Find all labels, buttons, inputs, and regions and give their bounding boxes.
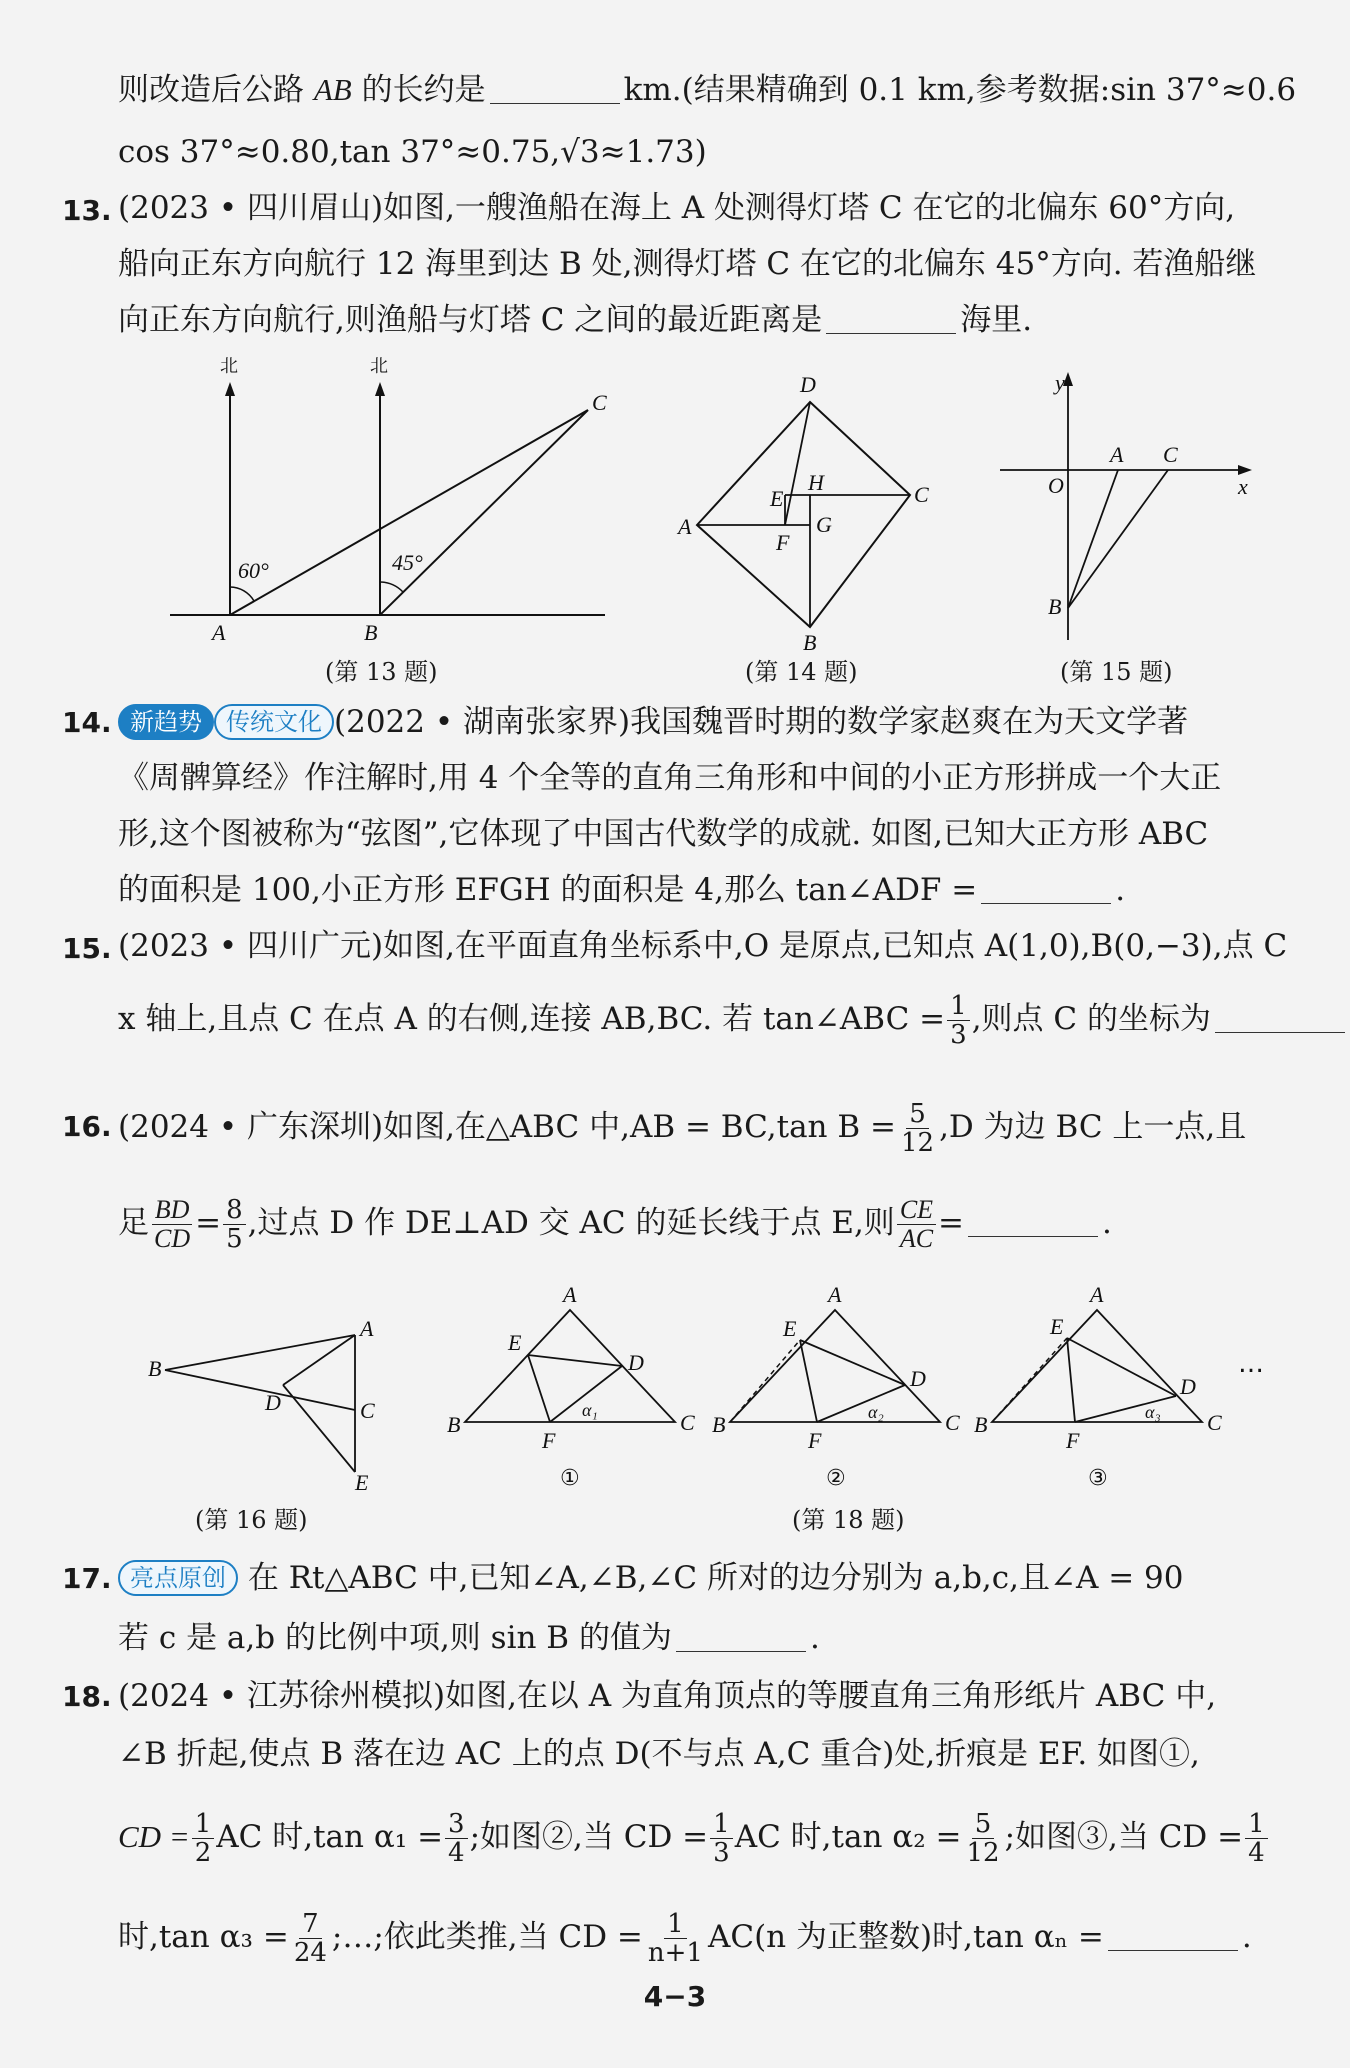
- figure-number: ②: [826, 1466, 846, 1491]
- point-label: O: [1048, 473, 1064, 498]
- point-label: A: [212, 620, 226, 645]
- figure-caption: (第 16 题): [195, 1506, 308, 1534]
- q18-line-2: ∠B 折起,使点 B 落在边 AC 上的点 D(不与点 A,C 重合)处,折痕是 EF. 如图①,: [118, 1736, 1200, 1772]
- angle-label: 60°: [238, 558, 269, 583]
- answer-blank[interactable]: [1215, 1002, 1345, 1033]
- q14-line-1: 新趋势 传统文化 (2022 • 湖南张家界)我国魏晋时期的数学家赵爽在为天文学著: [118, 702, 1350, 742]
- figure-18-1: [447, 1282, 695, 1491]
- q15-line-1: (2023 • 四川广元)如图,在平面直角坐标系中,O 是原点,已知点 A(1,0),B(0,−3),点 C: [118, 928, 1288, 964]
- figure-number: ③: [1088, 1466, 1108, 1491]
- answer-blank[interactable]: [826, 303, 956, 334]
- q16-line-2: 足 $\frac{BD}{CD}$ = $\frac{8}{5}$ ,过点 D 作 DE⊥AD 交 AC 的延长线于点 E,则 $\frac{CE}{AC}$ = .: [118, 1195, 1112, 1254]
- q14-line-4: 的面积是 100,小正方形 EFGH 的面积是 4,那么 tan∠ADF = .: [118, 872, 1126, 908]
- point-label: C: [1163, 442, 1178, 467]
- point-label: E: [1050, 1314, 1064, 1339]
- answer-blank[interactable]: [968, 1206, 1098, 1237]
- point-label: C: [360, 1398, 375, 1423]
- axis-label: x: [1238, 474, 1248, 499]
- culture-badge: 传统文化: [214, 704, 334, 740]
- figure-18-3: [974, 1282, 1264, 1491]
- answer-blank[interactable]: [676, 1621, 806, 1652]
- point-label: C: [1207, 1410, 1222, 1435]
- fraction: $\frac{5}{12}$: [966, 1809, 1000, 1868]
- point-label: G: [816, 512, 832, 537]
- figure-caption: (第 13 题): [325, 658, 438, 686]
- point-label: A: [563, 1282, 577, 1307]
- trend-badge: 新趋势: [118, 704, 214, 740]
- q17-line-1: 亮点原创 在 Rt△ABC 中,已知∠A,∠B,∠C 所对的边分别为 a,b,c,且∠A = 90: [118, 1558, 1350, 1598]
- point-label: E: [783, 1316, 797, 1341]
- question-number: 18.: [62, 1680, 112, 1713]
- question-number: 15.: [62, 932, 112, 965]
- q18-line-4: 时,tan α₃ = $\frac{7}{24}$ ;…;依此类推,当 CD = $\frac{1}{n+1}$ AC(n 为正整数)时,tan αₙ = .: [118, 1909, 1252, 1968]
- point-label: E: [770, 486, 784, 511]
- figure-15: [1000, 370, 1252, 640]
- angle-label: α₃: [1145, 1402, 1161, 1422]
- figures-row-2: [0, 1280, 1350, 1530]
- axis-label: y: [1055, 370, 1065, 395]
- answer-blank[interactable]: [490, 73, 620, 104]
- point-label: B: [803, 630, 817, 655]
- point-label: B: [364, 620, 378, 645]
- point-label: D: [800, 372, 816, 397]
- answer-blank[interactable]: [981, 873, 1111, 904]
- point-label: B: [1048, 594, 1062, 619]
- figure-caption: (第 18 题): [792, 1506, 905, 1534]
- point-label: A: [678, 514, 692, 539]
- point-label: H: [808, 470, 824, 495]
- point-label: C: [945, 1410, 960, 1435]
- point-label: B: [974, 1412, 988, 1437]
- point-label: F: [1066, 1428, 1080, 1453]
- fraction: $\frac{1}{n+1}$: [647, 1909, 703, 1968]
- q15-line-2: x 轴上,且点 C 在点 A 的右侧,连接 AB,BC. 若 tan∠ABC = $\frac{1}{3}$ ,则点 C 的坐标为: [118, 992, 1350, 1049]
- original-badge: 亮点原创: [118, 1560, 238, 1596]
- page-number: 4−3: [643, 1980, 707, 2013]
- question-number: 17.: [62, 1562, 112, 1595]
- point-label: B: [712, 1412, 726, 1437]
- point-label: D: [1180, 1374, 1196, 1399]
- q13-line-3: 向正东方向航行,则渔船与灯塔 C 之间的最近距离是 海里.: [118, 302, 1033, 338]
- fraction: $\frac{1}{3}$: [710, 1810, 733, 1867]
- fraction: $\frac{1}{3}$: [947, 992, 970, 1049]
- point-label: C: [592, 390, 607, 415]
- figure-14: [676, 372, 929, 655]
- point-label: F: [542, 1428, 556, 1453]
- question-number: 14.: [62, 706, 112, 739]
- q18-line-3: CD = $\frac{1}{2}$ AC 时,tan α₁ = $\frac{3}{4}$ ;如图②,当 CD = $\frac{1}{3}$ AC 时,tan α₂ = $\frac{5}{12}$ ;如图③,当 CD = $\frac{1}{4}$: [118, 1810, 1350, 1867]
- north-label: 北: [370, 356, 388, 377]
- question-number: 16.: [62, 1110, 112, 1143]
- point-label: A: [1110, 442, 1124, 467]
- fraction: $\frac{1}{2}$: [192, 1810, 215, 1867]
- point-label: B: [148, 1356, 162, 1381]
- point-label: F: [776, 530, 790, 555]
- point-label: E: [355, 1470, 369, 1495]
- question-number: 13.: [62, 194, 112, 227]
- north-label: 北: [220, 356, 238, 377]
- point-label: F: [808, 1428, 822, 1453]
- fraction: $\frac{5}{12}$: [900, 1099, 935, 1158]
- angle-label: α₂: [868, 1402, 884, 1422]
- point-label: B: [447, 1412, 461, 1437]
- angle-label: 45°: [392, 550, 423, 575]
- point-label: C: [680, 1410, 695, 1435]
- figure-caption: (第 15 题): [1060, 658, 1173, 686]
- fraction: $\frac{8}{5}$: [223, 1196, 246, 1253]
- point-label: D: [628, 1350, 644, 1375]
- q12-line-2: cos 37°≈0.80,tan 37°≈0.75,√3≈1.73): [118, 134, 707, 170]
- point-label: C: [914, 482, 929, 507]
- fraction: $\frac{BD}{CD}$: [151, 1196, 193, 1253]
- ellipsis: …: [1238, 1349, 1264, 1379]
- fraction: $\frac{CE}{AC}$: [897, 1196, 936, 1253]
- point-label: E: [508, 1330, 522, 1355]
- figure-13: [170, 356, 607, 645]
- q13-line-2: 船向正东方向航行 12 海里到达 B 处,测得灯塔 C 在它的北偏东 45°方向. 若渔船继: [118, 246, 1257, 282]
- q18-line-1: (2024 • 江苏徐州模拟)如图,在以 A 为直角顶点的等腰直角三角形纸片 ABC 中,: [118, 1678, 1217, 1714]
- answer-blank[interactable]: [1108, 1920, 1238, 1951]
- q14-line-3: 形,这个图被称为“弦图”,它体现了中国古代数学的成就. 如图,已知大正方形 ABC: [118, 816, 1209, 852]
- fraction: $\frac{3}{4}$: [445, 1810, 468, 1867]
- q13-line-1: (2023 • 四川眉山)如图,一艘渔船在海上 A 处测得灯塔 C 在它的北偏东 60°方向,: [118, 190, 1236, 226]
- fraction: $\frac{7}{24}$: [293, 1909, 327, 1968]
- fraction: $\frac{1}{4}$: [1245, 1810, 1268, 1867]
- point-label: D: [265, 1390, 281, 1415]
- q12-line-1: 则改造后公路 AB 的长约是 km.(结果精确到 0.1 km,参考数据:sin 37°≈0.6: [118, 72, 1297, 108]
- point-label: A: [828, 1282, 842, 1307]
- figure-16: [148, 1316, 375, 1495]
- angle-label: α₁: [582, 1400, 598, 1420]
- point-label: A: [360, 1316, 374, 1341]
- q14-line-2: 《周髀算经》作注解时,用 4 个全等的直角三角形和中间的小正方形拼成一个大正: [118, 760, 1222, 796]
- q17-line-2: 若 c 是 a,b 的比例中项,则 sin B 的值为 .: [118, 1620, 820, 1656]
- point-label: A: [1090, 1282, 1104, 1307]
- figure-18-2: [712, 1282, 960, 1491]
- figure-caption: (第 14 题): [745, 658, 858, 686]
- figure-number: ①: [560, 1466, 580, 1491]
- figures-row-1: [0, 350, 1350, 690]
- q16-line-1: (2024 • 广东深圳)如图,在△ABC 中,AB = BC,tan B = $\frac{5}{12}$ ,D 为边 BC 上一点,且: [118, 1099, 1247, 1158]
- point-label: D: [910, 1366, 926, 1391]
